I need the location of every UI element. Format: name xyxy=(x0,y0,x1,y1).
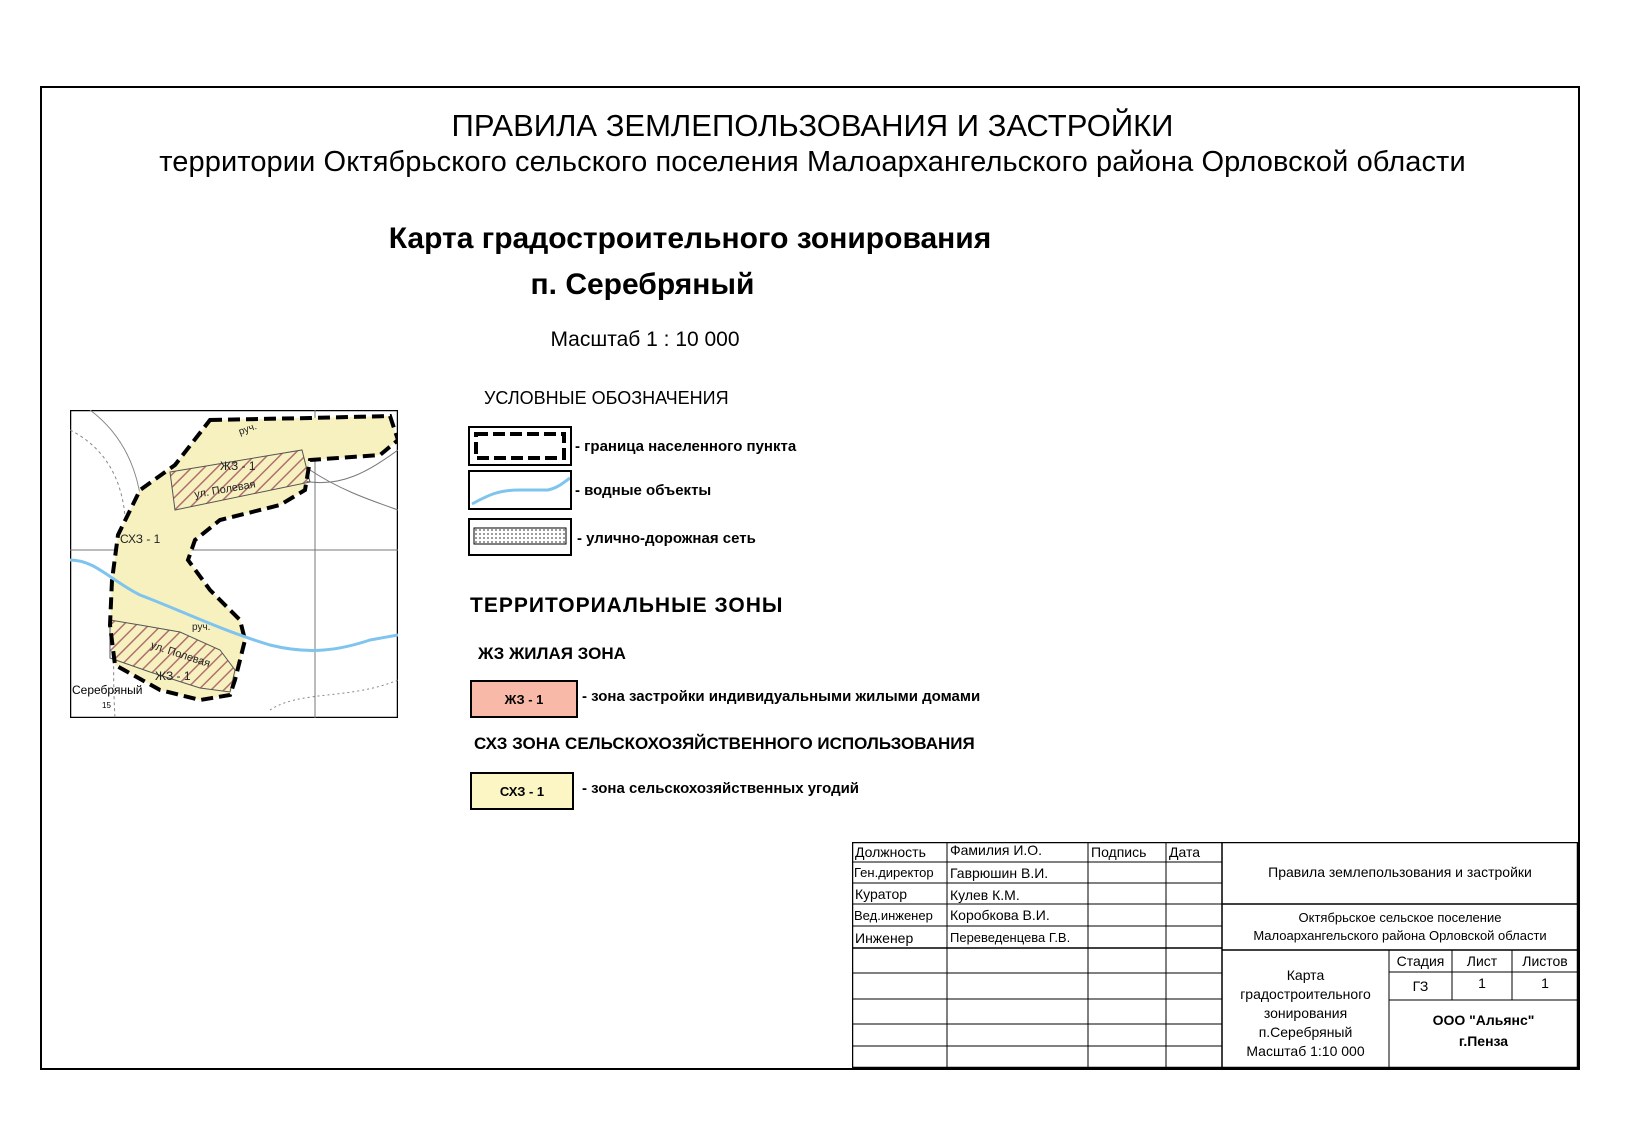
stamp-row-name: Переведенцева Г.В. xyxy=(950,930,1071,945)
map-scale: Масштаб 1 : 10 000 xyxy=(550,328,740,351)
stamp-company-name: ООО "Альянс" xyxy=(1432,1012,1535,1028)
map-title: Карта градостроительного зонирования xyxy=(388,222,992,255)
title-block xyxy=(852,842,1578,1068)
stamp-sheet-name-line: Масштаб 1:10 000 xyxy=(1246,1043,1365,1059)
zone-group-title-agri: СХЗ ЗОНА СЕЛЬСКОХОЗЯЙСТВЕННОГО ИСПОЛЬЗОВАНИЯ xyxy=(474,734,975,753)
zone-label-residential: - зона застройки индивидуальными жилыми домами xyxy=(582,688,981,705)
stamp-sheet-name-line: зонирования xyxy=(1263,1005,1348,1021)
stamp-row-position: Вед.инженер xyxy=(854,908,933,923)
stamp-row-name: Кулев К.М. xyxy=(950,887,1020,903)
zone-group-title-residential: ЖЗ ЖИЛАЯ ЗОНА xyxy=(478,644,626,663)
stamp-header-date: Дата xyxy=(1169,844,1201,860)
stamp-company-city: г.Пенза xyxy=(1458,1033,1509,1049)
map-label-ruch-mid: руч. xyxy=(192,622,211,633)
stamp-settlement-line1: Октябрьское сельское поселение xyxy=(1298,910,1502,925)
map-label-street-bottom: ул. Полевая xyxy=(149,639,212,670)
stamp-settlement-line2: Малоархангельского района Орловской области xyxy=(1253,928,1547,943)
stamp-sheet-name-line: Карта xyxy=(1286,967,1325,983)
legend-label-water: - водные объекты xyxy=(575,482,712,499)
stamp-stage-header: Стадия xyxy=(1396,953,1445,969)
legend-symbol-road xyxy=(468,518,572,556)
stamp-row-name: Гаврюшин В.И. xyxy=(950,865,1049,881)
map-label-zh-bottom: ЖЗ - 1 xyxy=(155,669,191,683)
zone-label-agri: - зона сельскохозяйственных угодий xyxy=(582,780,860,797)
stamp-header-signature: Подпись xyxy=(1091,844,1147,860)
stamp-sheet-name-line: п.Серебряный xyxy=(1258,1024,1353,1040)
document-subtitle: территории Октябрьского сельского поселения Малоархангельского района Орловской области xyxy=(159,146,1466,178)
stamp-sheet-header: Лист xyxy=(1466,953,1498,969)
map-label-skhz: СХЗ - 1 xyxy=(120,532,161,546)
stamp-row-position: Инженер xyxy=(855,930,914,946)
stamp-row-position: Ген.директор xyxy=(854,865,934,880)
zoning-map xyxy=(70,410,398,718)
document-title: ПРАВИЛА ЗЕМЛЕПОЛЬЗОВАНИЯ И ЗАСТРОЙКИ xyxy=(451,108,1174,143)
stamp-stage-value: ГЗ xyxy=(1412,978,1429,994)
water-symbol-icon xyxy=(470,472,570,508)
legend-symbol-water xyxy=(468,470,572,510)
zones-heading: ТЕРРИТОРИАЛЬНЫЕ ЗОНЫ xyxy=(470,594,784,617)
stamp-document-title: Правила землепользования и застройки xyxy=(1268,864,1532,880)
map-label-ruch-top: руч. xyxy=(237,421,259,438)
boundary-symbol-icon xyxy=(470,428,570,464)
map-label-zh-top: ЖЗ - 1 xyxy=(220,459,256,473)
zone-code-residential: ЖЗ - 1 xyxy=(504,691,544,707)
stamp-sheet-name-line: градостроительного xyxy=(1240,986,1371,1002)
stamp-header-position: Должность xyxy=(855,844,926,860)
stamp-row-name: Коробкова В.И. xyxy=(950,907,1050,923)
legend-label-road: - улично-дорожная сеть xyxy=(577,530,756,547)
stamp-sheet-name xyxy=(1222,966,1389,1061)
zone-swatch-agri xyxy=(470,772,574,810)
stamp-sheet-value: 1 xyxy=(1478,975,1486,991)
legend-label-boundary: - граница населенного пункта xyxy=(575,438,797,455)
stamp-sheets-header: Листов xyxy=(1522,953,1568,969)
stamp-row-position: Куратор xyxy=(855,886,908,902)
stamp-header-name: Фамилия И.О. xyxy=(950,842,1043,858)
legend-title: УСЛОВНЫЕ ОБОЗНАЧЕНИЯ xyxy=(484,388,729,408)
legend-symbol-boundary xyxy=(468,426,572,466)
map-label-village: Серебряный xyxy=(72,683,143,697)
settlement-name: п. Серебряный xyxy=(530,268,755,301)
zoning-map-svg xyxy=(70,410,398,718)
map-label-street-top: ул. Полевая xyxy=(193,478,257,501)
zone-code-agri: СХЗ - 1 xyxy=(499,783,545,799)
zone-swatch-residential xyxy=(470,680,578,718)
stamp-sheets-value: 1 xyxy=(1541,975,1549,991)
road-symbol-icon xyxy=(470,520,570,554)
map-label-number: 15 xyxy=(102,701,111,710)
